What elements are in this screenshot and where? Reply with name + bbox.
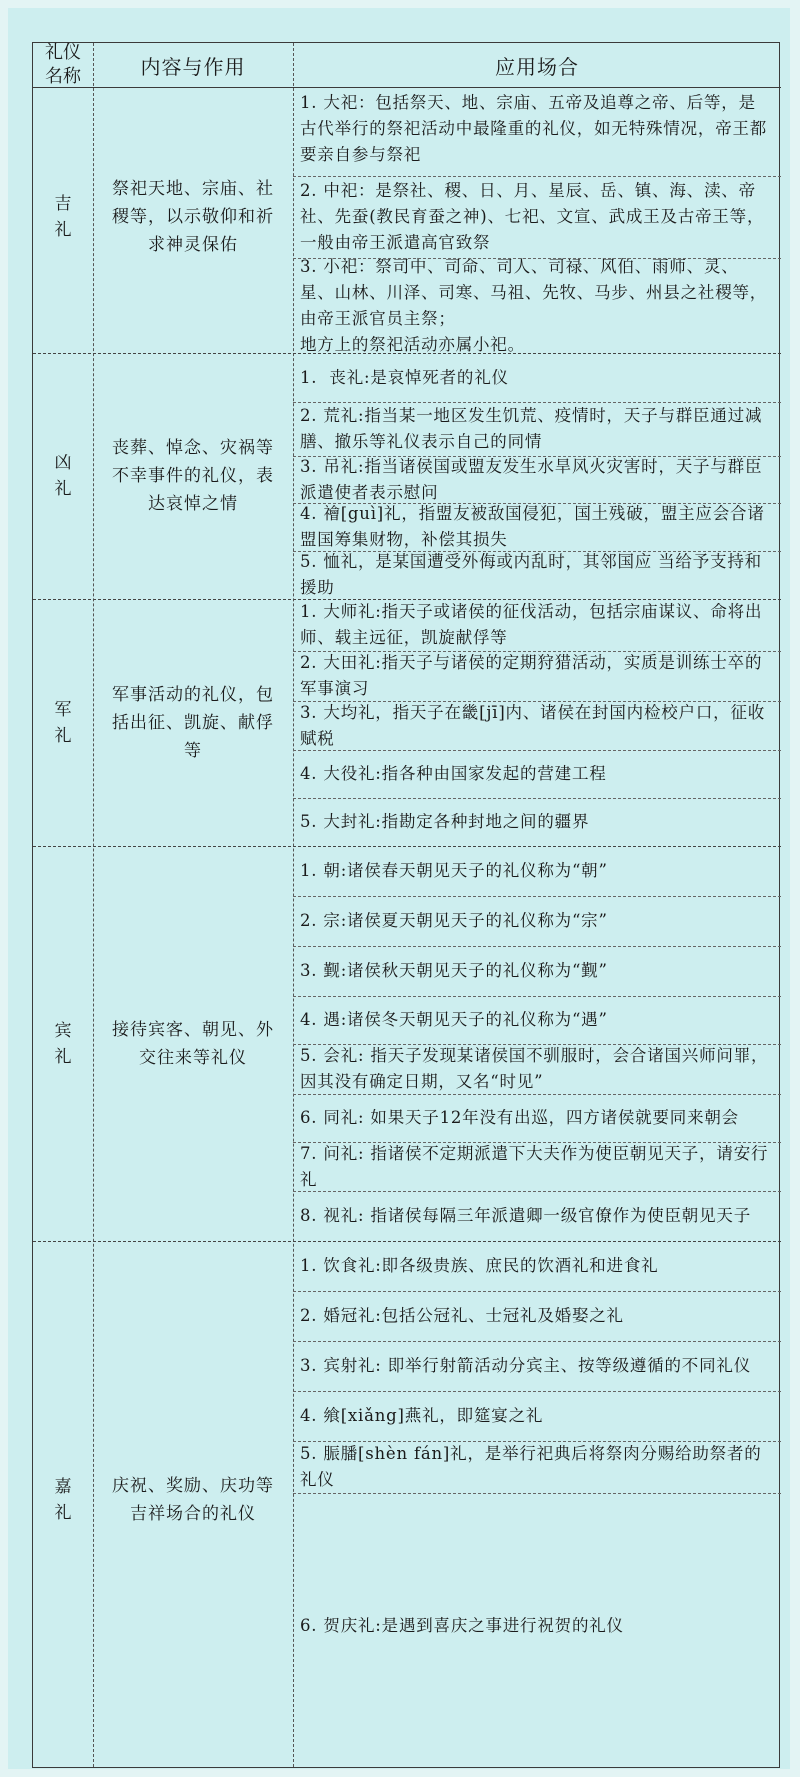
item-divider bbox=[293, 176, 781, 177]
item-divider bbox=[293, 1142, 781, 1143]
item-divider bbox=[293, 798, 781, 799]
usage-item bbox=[293, 599, 781, 651]
usage-item-text: 8. 视礼: 指诸侯每隔三年派遣卿一级官僚作为使臣朝见天子 bbox=[300, 1206, 751, 1225]
usage-item-text: 1. 大师礼:指天子或诸侯的征伐活动，包括宗庙谋议、命将出师、载主远征，凯旋献俘等 bbox=[300, 602, 763, 647]
item-divider bbox=[293, 1044, 781, 1045]
usage-item-text: 2. 宗:诸侯夏天朝见天子的礼仪称为“宗” bbox=[300, 911, 608, 930]
usage-item-text: 4. 遇:诸侯冬天朝见天子的礼仪称为“遇” bbox=[300, 1010, 608, 1029]
usage-item-text: 5. 恤礼，是某国遭受外侮或内乱时，其邻国应 当给予支持和援助 bbox=[300, 552, 762, 597]
usage-item bbox=[293, 1493, 781, 1759]
usage-item-text: 5. 会礼: 指天子发现某诸侯国不驯服时，会合诸国兴师问罪，因其没有确定日期，又名“时见” bbox=[300, 1046, 769, 1091]
usage-item bbox=[293, 896, 781, 946]
usage-item-text: 2. 大田礼:指天子与诸侯的定期狩猎活动，实质是训练士卒的军事演习 bbox=[300, 653, 763, 698]
usage-item bbox=[293, 551, 781, 599]
usage-item bbox=[293, 1094, 781, 1142]
usage-item bbox=[293, 946, 781, 996]
section-description: 祭祀天地、宗庙、社稷等，以示敬仰和祈求神灵保佑 bbox=[112, 179, 274, 255]
usage-item bbox=[293, 81, 781, 176]
section-description: 军事活动的礼仪，包括出征、凯旋、献俘等 bbox=[112, 684, 274, 761]
usage-item bbox=[293, 503, 781, 551]
section-description: 庆祝、奖励、庆功等吉祥场合的礼仪 bbox=[112, 1476, 274, 1524]
item-divider bbox=[293, 701, 781, 702]
section-name: 凶礼 bbox=[54, 453, 72, 499]
usage-item bbox=[293, 258, 781, 353]
usage-item-text: 7. 问礼: 指诸侯不定期派遣下大夫作为使臣朝见天子，请安行礼 bbox=[300, 1143, 769, 1189]
item-divider bbox=[293, 1191, 781, 1192]
usage-item bbox=[293, 353, 781, 402]
usage-item bbox=[293, 456, 781, 503]
item-divider bbox=[293, 258, 781, 259]
section-description-cell bbox=[93, 846, 293, 1241]
section-description-cell bbox=[93, 81, 293, 353]
usage-item-text: 3. 宾射礼: 即举行射箭活动分宾主、按等级遵循的不同礼仪 bbox=[300, 1356, 751, 1375]
usage-item bbox=[293, 1142, 781, 1191]
item-divider bbox=[293, 651, 781, 652]
item-divider bbox=[293, 1341, 781, 1342]
item-divider bbox=[293, 750, 781, 751]
usage-item-text: 4. 禬[guì]礼，指盟友被敌国侵犯，国土残破，盟主应会合诸盟国筹集财物，补偿其损失 bbox=[300, 504, 765, 549]
item-divider bbox=[293, 456, 781, 457]
item-divider bbox=[293, 1094, 781, 1095]
section-description-cell bbox=[93, 599, 293, 846]
usage-item bbox=[293, 701, 781, 750]
section-name-cell bbox=[33, 846, 93, 1241]
item-divider bbox=[293, 996, 781, 997]
item-divider bbox=[293, 1391, 781, 1392]
item-divider bbox=[293, 402, 781, 403]
usage-item-text: 1. 丧礼:是哀悼死者的礼仪 bbox=[300, 367, 509, 387]
header-name-label: 礼仪名称 bbox=[45, 42, 81, 87]
usage-item-text: 2. 荒礼:指当某一地区发生饥荒、疫情时，天子与群臣通过减膳、撤乐等礼仪表示自己的同情 bbox=[300, 406, 763, 451]
item-divider bbox=[293, 1441, 781, 1442]
section-name: 嘉礼 bbox=[54, 1477, 72, 1523]
usage-item bbox=[293, 1241, 781, 1291]
usage-item-text: 3. 觐:诸侯秋天朝见天子的礼仪称为“觐” bbox=[300, 961, 608, 980]
usage-item bbox=[293, 176, 781, 258]
usage-item-text: 6. 贺庆礼:是遇到喜庆之事进行祝贺的礼仪 bbox=[300, 1616, 624, 1635]
header-usage-label: 应用场合 bbox=[495, 54, 579, 79]
section-description-cell bbox=[93, 353, 293, 599]
usage-item bbox=[293, 846, 781, 896]
section-name-cell bbox=[33, 599, 93, 846]
section-description-cell bbox=[93, 1241, 293, 1759]
content-card bbox=[8, 8, 790, 1769]
section-name-cell bbox=[33, 353, 93, 599]
usage-item-text: 4. 飨[xiǎng]燕礼，即筵宴之礼 bbox=[300, 1406, 544, 1425]
usage-item bbox=[293, 1441, 781, 1493]
usage-item bbox=[293, 798, 781, 846]
section-name-cell bbox=[33, 1241, 93, 1759]
usage-item bbox=[293, 651, 781, 701]
section-name: 宾礼 bbox=[54, 1020, 72, 1067]
usage-item-text: 1. 大祀：包括祭天、地、宗庙、五帝及追尊之帝、后等，是古代举行的祭祀活动中最隆重的礼仪，如无特殊情况，帝王都要亲自参与祭祀 bbox=[300, 92, 768, 164]
usage-item bbox=[293, 1291, 781, 1341]
header-content-label: 内容与作用 bbox=[140, 54, 246, 79]
usage-item-text: 2. 婚冠礼:包括公冠礼、士冠礼及婚娶之礼 bbox=[300, 1306, 624, 1325]
item-divider bbox=[293, 503, 781, 504]
section-description: 丧葬、悼念、灾祸等不幸事件的礼仪，表达哀悼之情 bbox=[112, 438, 274, 514]
usage-item bbox=[293, 1341, 781, 1391]
usage-item-text: 3. 大均礼，指天子在畿[jī]内、诸侯在封国内检校户口，征收赋税 bbox=[300, 702, 766, 748]
usage-item bbox=[293, 402, 781, 456]
item-divider bbox=[293, 1291, 781, 1292]
rites-table bbox=[32, 42, 780, 1768]
usage-item-text: 1. 饮食礼:即各级贵族、庶民的饮酒礼和进食礼 bbox=[300, 1256, 659, 1275]
usage-item-text: 5. 脤膰[shèn fán]礼，是举行祀典后将祭肉分赐给助祭者的礼仪 bbox=[300, 1444, 762, 1489]
usage-item-text: 3. 吊礼:指当诸侯国或盟友发生水旱风火灾害时，天子与群臣派遣使者表示慰问 bbox=[300, 456, 763, 502]
usage-item bbox=[293, 750, 781, 798]
usage-item-text: 5. 大封礼:指勘定各种封地之间的疆界 bbox=[300, 812, 590, 831]
usage-item-text: 6. 同礼: 如果天子12年没有出巡，四方诸侯就要同来朝会 bbox=[300, 1108, 739, 1127]
usage-item bbox=[293, 1191, 781, 1241]
item-divider bbox=[293, 551, 781, 552]
usage-item-text: 3. 小祀：祭司中、司命、司人、司禄、风伯、雨师、灵、星、山林、川泽、司寒、马祖、先牧、马步、州县之社稷等，由帝王派官员主祭； 地方上的祭祀活动亦属小祀。 bbox=[300, 256, 768, 354]
usage-item bbox=[293, 996, 781, 1044]
usage-item-text: 1. 朝:诸侯春天朝见天子的礼仪称为“朝” bbox=[300, 861, 608, 880]
usage-item bbox=[293, 1391, 781, 1441]
section-name: 吉礼 bbox=[54, 194, 72, 240]
usage-item bbox=[293, 1044, 781, 1094]
section-description: 接待宾客、朝见、外交往来等礼仪 bbox=[112, 1019, 274, 1068]
item-divider bbox=[293, 1493, 781, 1494]
section-name-cell bbox=[33, 81, 93, 353]
item-divider bbox=[293, 896, 781, 897]
item-divider bbox=[293, 946, 781, 947]
usage-item-text: 4. 大役礼:指各种由国家发起的营建工程 bbox=[300, 764, 607, 783]
usage-item-text: 2. 中祀：是祭社、稷、日、月、星辰、岳、镇、海、渎、帝社、先蚕(教民育蚕之神)、七祀、文宣、武成王及古帝王等，一般由帝王派遣高官致祭 bbox=[300, 181, 765, 252]
section-name: 军礼 bbox=[54, 699, 72, 746]
